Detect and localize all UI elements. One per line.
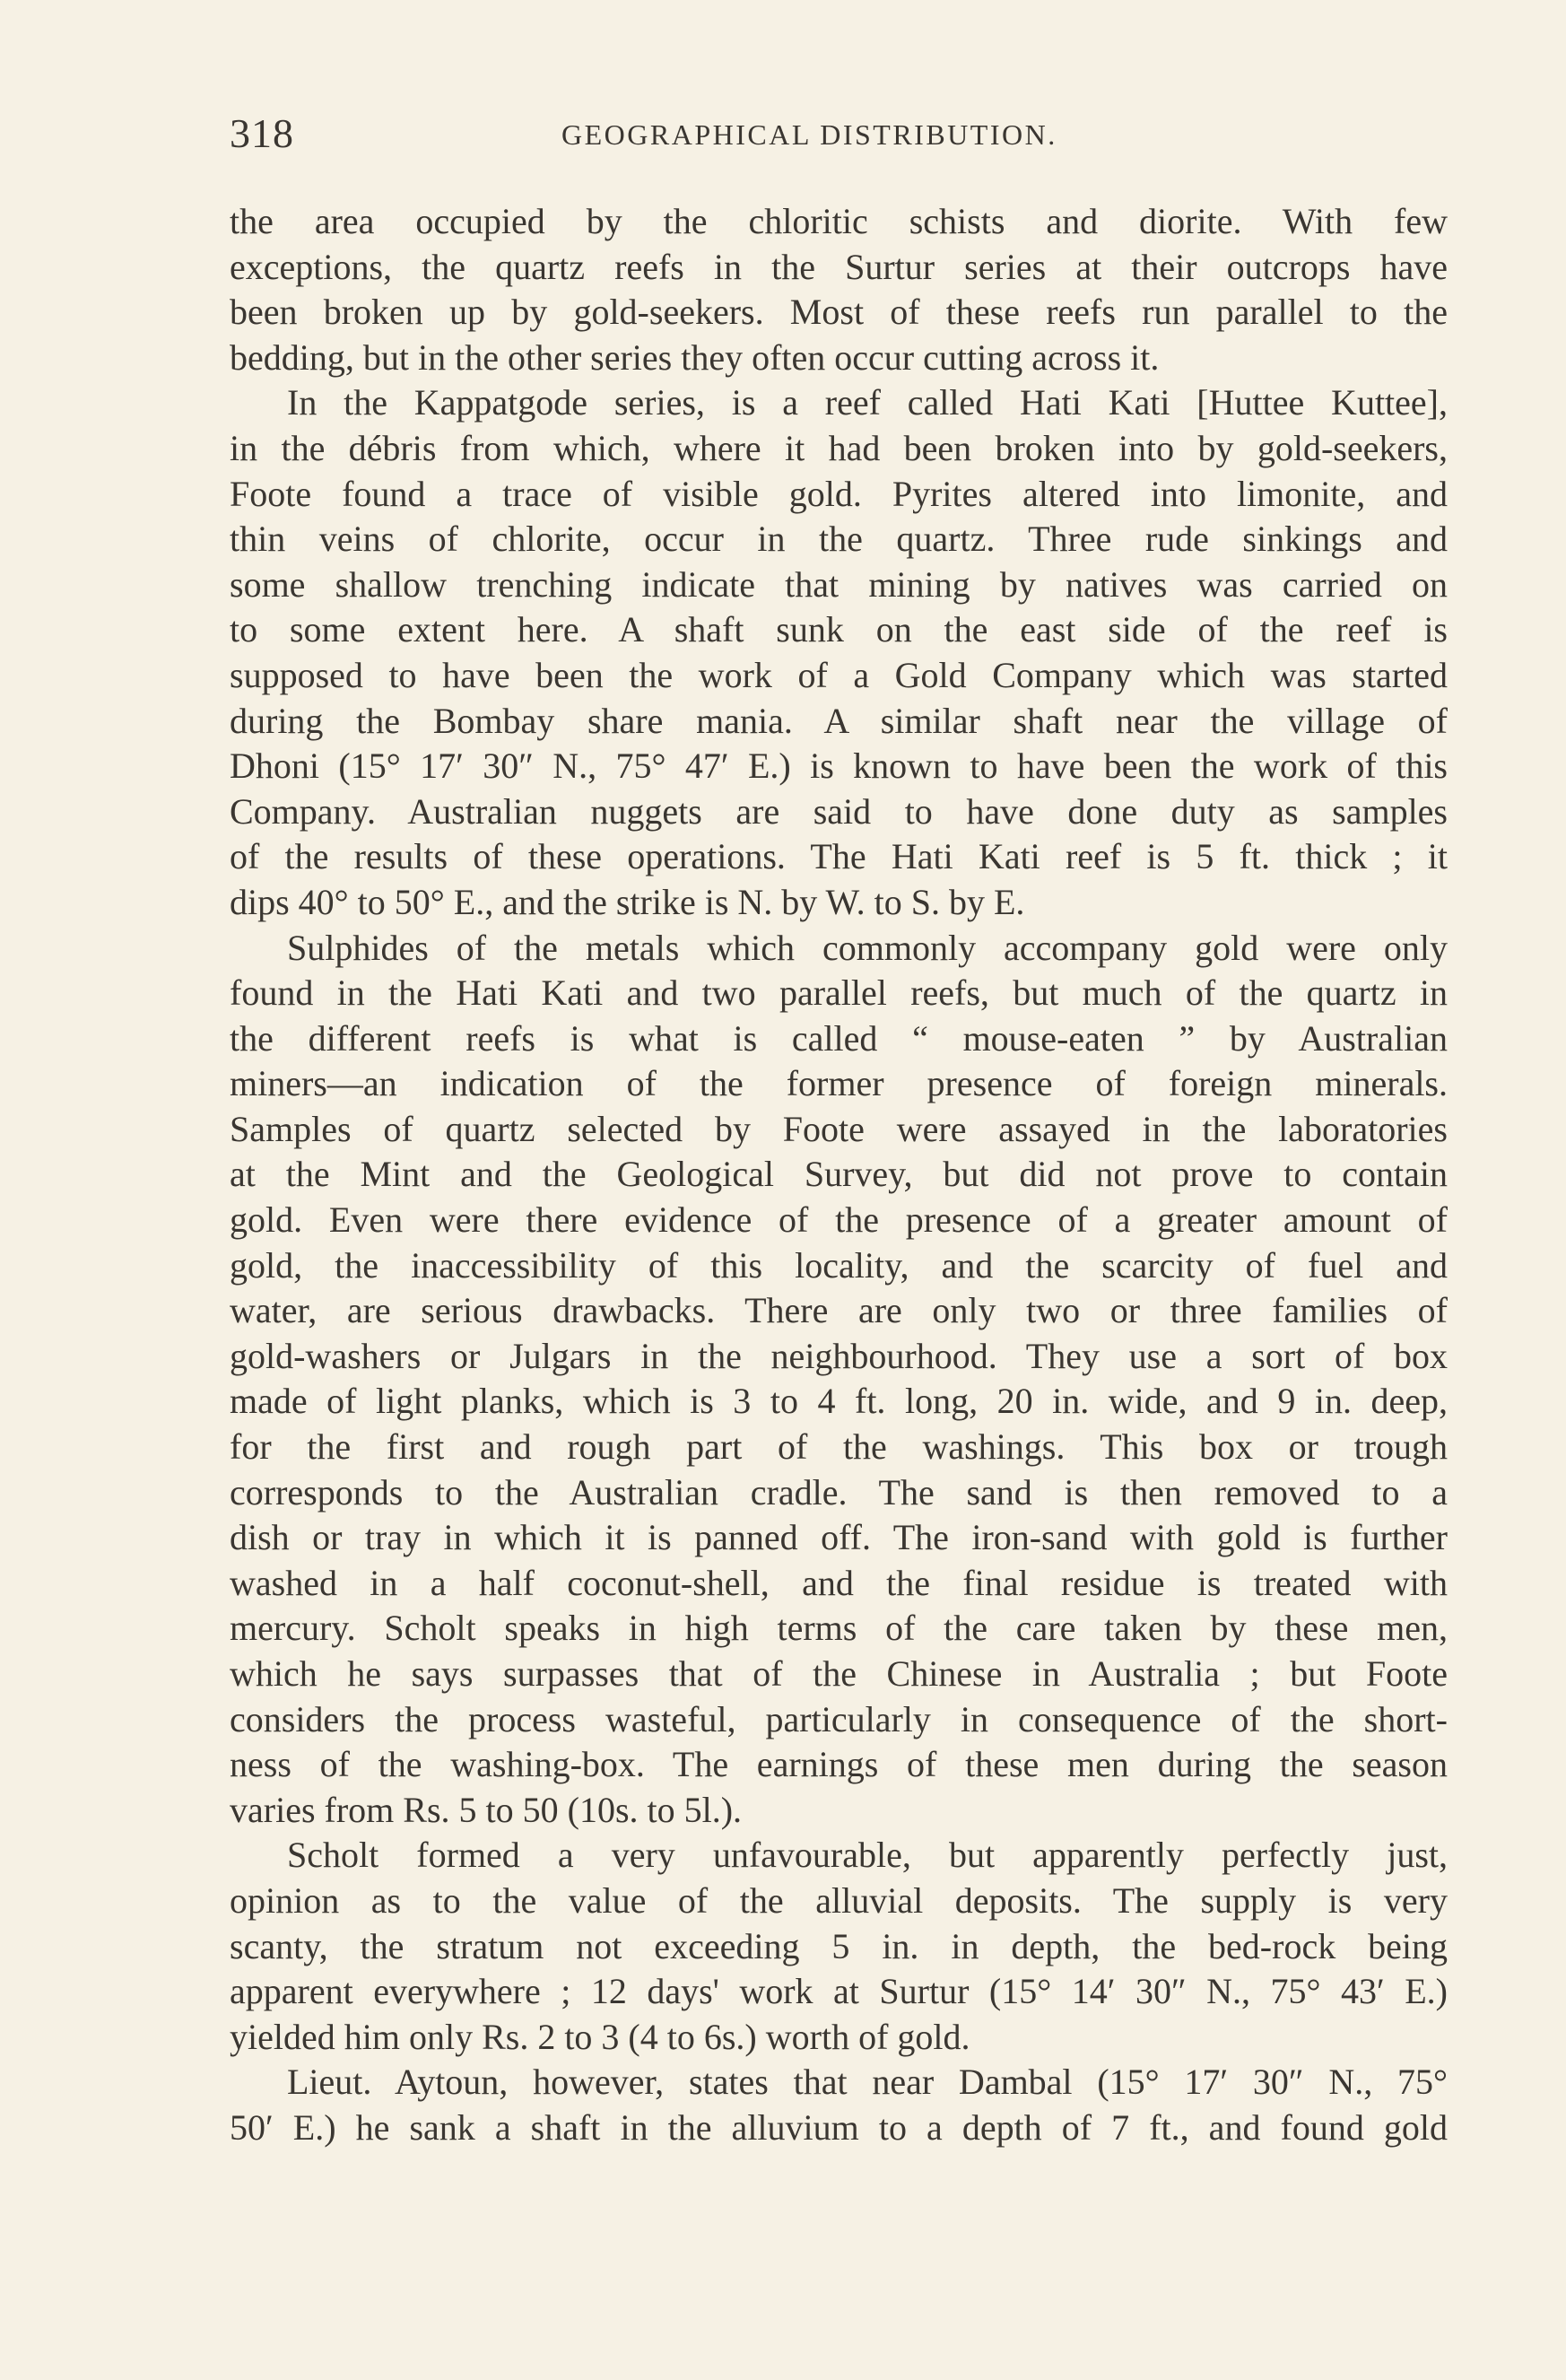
text-line: dips 40° to 50° E., and the strike is N. by W. to S. by E. <box>230 881 1025 922</box>
text-line: miners—an indication of the former presence of foreign minerals. <box>230 1063 1448 1104</box>
text-line: gold-washers or Julgars in the neighbourhood. They use a sort of box <box>230 1335 1448 1376</box>
text-line: made of light planks, which is 3 to 4 ft. long, 20 in. wide, and 9 in. deep, <box>230 1381 1448 1422</box>
text-line: In the Kappatgode series, is a reef called Hati Kati [Huttee Kuttee], <box>287 382 1448 423</box>
text-line: varies from Rs. 5 to 50 (10s. to 5l.). <box>230 1789 743 1830</box>
text-line: Dhoni (15° 17′ 30″ N., 75° 47′ E.) is known to have been the work of this <box>230 745 1448 787</box>
text-line: some shallow trenching indicate that mining by natives was carried on <box>230 563 1448 605</box>
body-text <box>230 199 1448 2151</box>
text-line: which he says surpasses that of the Chinese in Australia ; but Foote <box>230 1653 1448 1694</box>
text-line: yielded him only Rs. 2 to 3 (4 to 6s.) worth of gold. <box>230 2016 970 2057</box>
text-line: the different reefs is what is called “ mouse-eaten ” by Australian <box>230 1017 1448 1059</box>
text-line: washed in a half coconut-shell, and the final residue is treated with <box>230 1562 1448 1603</box>
text-line: supposed to have been the work of a Gold Company which was started <box>230 654 1448 695</box>
text-line: Company. Australian nuggets are said to have done duty as samples <box>230 790 1448 832</box>
text-line: Scholt formed a very unfavourable, but apparently perfectly just, <box>287 1835 1448 1876</box>
text-line: 50′ E.) he sank a shaft in the alluvium to a depth of 7 ft., and found gold <box>230 2106 1448 2148</box>
text-line: dish or tray in which it is panned off. The iron-sand with gold is further <box>230 1517 1448 1558</box>
text-line: Samples of quartz selected by Foote were assayed in the laboratories <box>230 1108 1448 1149</box>
text-line: corresponds to the Australian cradle. The sand is then removed to a <box>230 1471 1448 1513</box>
running-head-title: GEOGRAPHICAL DISTRIBUTION. <box>561 118 1057 151</box>
text-line: Lieut. Aytoun, however, states that near Dambal (15° 17′ 30″ N., 75° <box>287 2062 1448 2103</box>
text-line: of the results of these operations. The Hati Kati reef is 5 ft. thick ; it <box>230 836 1448 877</box>
text-line: bedding, but in the other series they often occur cutting across it. <box>230 336 1160 378</box>
text-line: for the first and rough part of the washings. This box or trough <box>230 1426 1448 1468</box>
text-line: opinion as to the value of the alluvial deposits. The supply is very <box>230 1879 1448 1921</box>
text-line: considers the process wasteful, particularly in consequence of the short- <box>230 1698 1448 1739</box>
running-head <box>230 109 1449 163</box>
text-line: apparent everywhere ; 12 days' work at Surtur (15° 14′ 30″ N., 75° 43′ E.) <box>230 1971 1448 2012</box>
text-line: gold, the inaccessibility of this locality, and the scarcity of fuel and <box>230 1244 1448 1286</box>
text-line: to some extent here. A shaft sunk on the east side of the reef is <box>230 609 1448 650</box>
text-line: scanty, the stratum not exceeding 5 in. in depth, the bed-rock being <box>230 1925 1448 1966</box>
text-line: mercury. Scholt speaks in high terms of the care taken by these men, <box>230 1608 1448 1649</box>
text-line: exceptions, the quartz reefs in the Surtur series at their outcrops have <box>230 246 1448 287</box>
text-line: water, are serious drawbacks. There are only two or three families of <box>230 1290 1448 1331</box>
text-line: the area occupied by the chloritic schists and diorite. With few <box>230 201 1448 241</box>
text-line: in the débris from which, where it had been broken into by gold-seekers, <box>230 427 1448 468</box>
text-line: ness of the washing-box. The earnings of these men during the season <box>230 1744 1448 1785</box>
text-line: been broken up by gold-seekers. Most of these reefs run parallel to the <box>230 292 1448 333</box>
text-line: Sulphides of the metals which commonly accompany gold were only <box>287 927 1448 968</box>
text-line: Foote found a trace of visible gold. Pyrites altered into limonite, and <box>230 473 1448 514</box>
text-line: found in the Hati Kati and two parallel reefs, but much of the quartz in <box>230 972 1448 1014</box>
text-line: thin veins of chlorite, occur in the quartz. Three rude sinkings and <box>230 519 1448 560</box>
text-line: at the Mint and the Geological Survey, but did not prove to contain <box>230 1154 1448 1195</box>
text-line: during the Bombay share mania. A similar shaft near the village of <box>230 700 1448 741</box>
page-number: 318 <box>230 110 294 156</box>
text-line: gold. Even were there evidence of the presence of a greater amount of <box>230 1199 1448 1241</box>
